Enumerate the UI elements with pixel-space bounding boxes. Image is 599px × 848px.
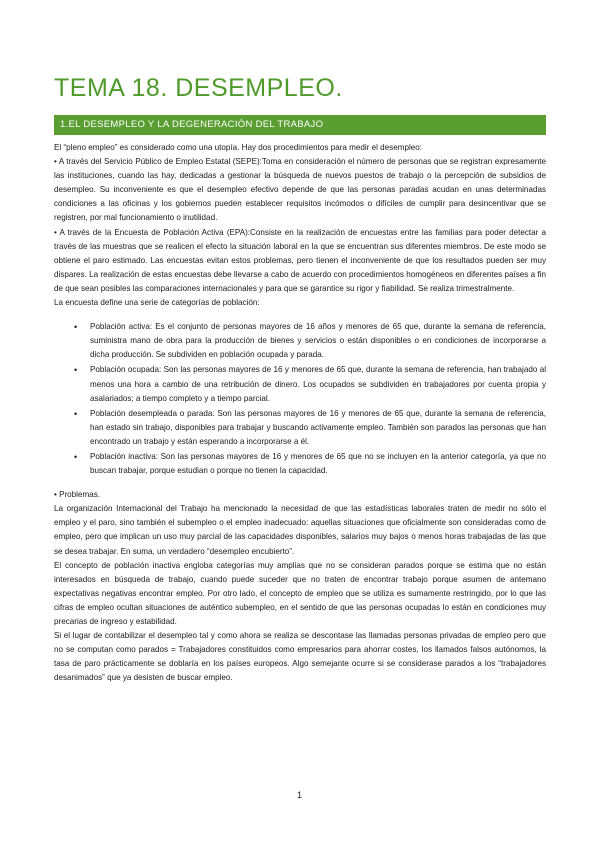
paragraph-oit: La organización Internacional del Trabajo ha mencionado la necesidad de que las estadísticas laborales traten de medir no sólo el empleo y el paro, sino también el subempleo o el empleo inadecuado: aquellas situaciones que oficialmente son consideradas como de empleo, pero que implican un uso muy parcial de las capacidades disponibles, salarios muy bajos o menos horas trabajadas de las que se desea trabajar. En suma, un verdadero “desempleo encubierto”. xyxy=(54,504,546,556)
categories-list xyxy=(54,320,546,478)
bullet-icon: • xyxy=(74,451,78,462)
list-item-text: Población inactiva: Son las personas mayores de 16 y menores de 65 que no se incluyen en la anterior categoría, ya que no buscan trabajar, porque estudian o porque no tienen la capacidad. xyxy=(90,451,546,476)
bullet-icon: • xyxy=(74,408,78,419)
document-body xyxy=(54,141,546,685)
paragraph-sepe: • A través del Servicio Público de Empleo Estatal (SEPE):Toma en consideración el número de personas que se registran expresamente las instituciones, cuando las hay, dedicadas a gestionar la búsqueda de nuevos puestos de trabajo o la percepción de subsidios de desempleo. Su inconveniente es que el desempleo efectivo depende de que las personas paradas acudan en unas determinadas condiciones a las oficinas y los gobiernos pueden establecer requisitos incómodos o difíciles de cumplir para desincentivar que se registren, por mal funcionamiento o inutilidad. xyxy=(54,157,546,223)
paragraph-epa: • A través de la Encuesta de Población Activa (EPA):Consiste en la realización de encuestas entre las familias para poder detectar a través de las muestras que se realicen el efecto la situación laboral en la que se encuentran sus diferentes miembros. De este modo se obtiene el paro estimado. Las encuestas evitan estos problemas, pero tienen el inconveniente de que los resultados pueden ser muy dispares. La realización de estas encuestas debe llevarse a cabo de acuerdo con procedimientos homogéneos en diferentes países a fin de que sean posibles las comparaciones internacionales y para que se garantice su rigor y fiabilidad. Se realiza trimestralmente. xyxy=(54,227,546,293)
list-item xyxy=(54,450,546,478)
paragraph-contabilizar: Si el lugar de contabilizar el desempleo tal y como ahora se realiza se descontase las llamadas personas privadas de empleo pero que no se computan como parados = Trabajadores constituidos como empresarios para ahorrar costes, los llamados falsos autónomos, la tasa de paro prácticamente se doblaría en los países europeos. Algo semejante ocurre si se considerase parados a los “trabajadores desanimados” que ya desisten de buscar empleo. xyxy=(54,631,546,683)
page-number: 1 xyxy=(296,790,302,800)
list-item xyxy=(54,363,546,405)
bullet-icon: • xyxy=(74,365,78,376)
paragraph-categories-intro: La encuesta define una serie de categorías de población: xyxy=(54,298,260,308)
list-item-text: Población ocupada: Son las personas mayores de 16 y menores de 65 que, durante la semana de referencia, han trabajado al menos una hora a cambio de una retribución de dinero. Los ocupados se subdividen en trabajadores por cuenta propia y asalariados; a tiempo completo y a tiempo parcial. xyxy=(90,365,546,403)
paragraph-inactiva: El concepto de población inactiva engloba categorías muy amplias que no se consideran parados porque se estima que no están interesados en búsqueda de trabajo, cuando puede suceder que no traten de encontrar trabajo porque asumen de antemano expectativas negativas encontrar empleo. Por otro lado, el concepto de empleo que se utiliza es sumamente restringido, por lo que las cifras de empleo ocultan situaciones de auténtico subempleo, en el sentido de que las personas ocupadas lo están en condiciones muy precarias de ingreso y estabilidad. xyxy=(54,560,546,626)
list-item-text: Población activa: Es el conjunto de personas mayores de 16 años y menores de 65 que, durante la semana de referencia, suministra mano de obra para la producción de bienes y servicios o están disponibles o en condiciones de incorporarse a dicha producción. Se subdividen en población ocupada y parada. xyxy=(90,322,546,360)
section-heading: 1.EL DESEMPLEO Y LA DEGENERACIÓN DEL TRABAJO xyxy=(54,115,546,135)
problems-heading: • Problemas. xyxy=(54,490,101,500)
list-item xyxy=(54,407,546,449)
list-item xyxy=(54,320,546,362)
page-title: TEMA 18. DESEMPLEO. xyxy=(54,74,343,102)
list-item-text: Población desempleada o parada: Son las personas mayores de 16 y menores de 65 que, durante la semana de referencia, han estado sin trabajo, disponibles para trabajar y buscando activamente empleo. También son parados las personas que han encontrado un trabajo y están esperando a incorporarse a él. xyxy=(90,408,546,446)
paragraph-intro: El “pleno empleo” es considerado como una utopía. Hay dos procedimientos para medir el desempleo: xyxy=(54,143,423,152)
bullet-icon: • xyxy=(74,322,78,333)
